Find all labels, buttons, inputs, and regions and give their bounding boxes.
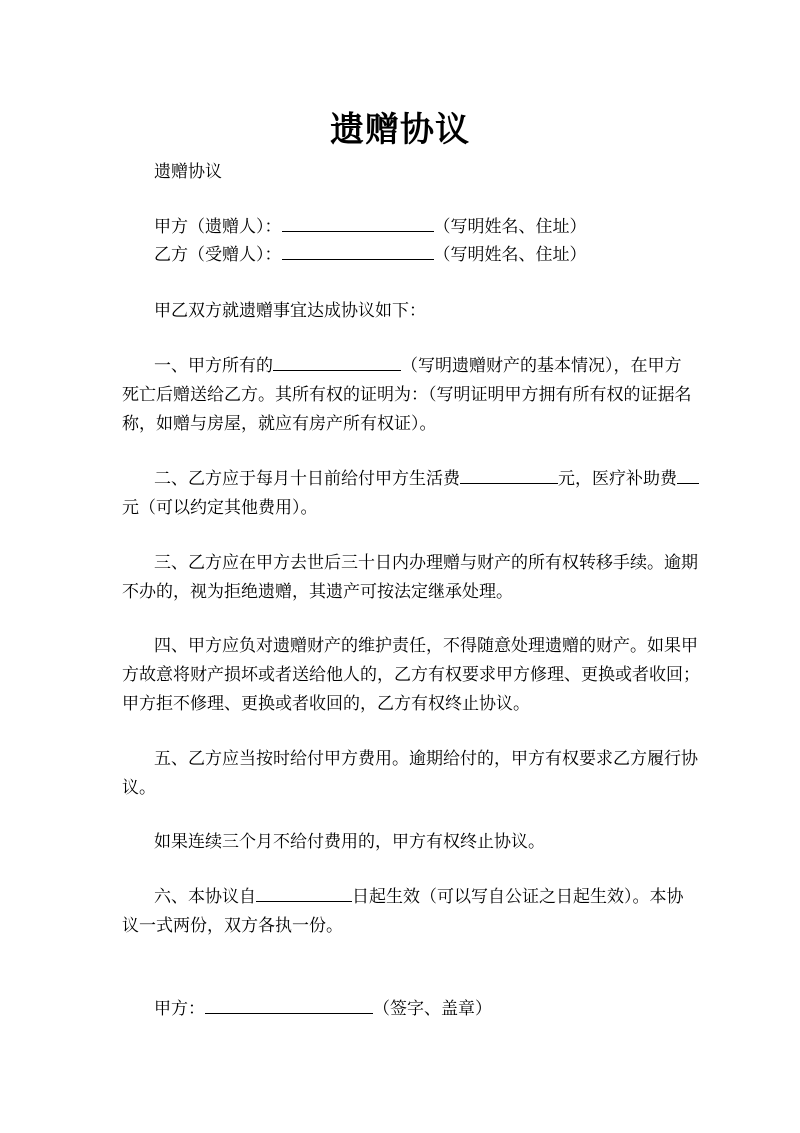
clause1-line3: 称，如赠与房屋，就应有房产所有权证）。 xyxy=(122,414,437,434)
effective-date-blank xyxy=(256,883,352,902)
clause1-text-b: （写明遗赠财产的基本情况），在甲方 xyxy=(401,356,682,376)
clause1-text-a: 一、甲方所有的 xyxy=(154,356,273,376)
party-a-line xyxy=(154,212,682,242)
clause2-line1 xyxy=(154,464,682,494)
clause3-line2: 不办的，视为拒绝遗赠，其遗产可按法定继承处理。 xyxy=(122,582,513,602)
clause1-line2: 死亡后赠送给乙方。其所有权的证明为：（写明证明甲方拥有所有权的证据名 xyxy=(122,385,692,405)
signature-line xyxy=(154,994,682,1024)
document-subtitle: 遗赠协议 xyxy=(154,162,222,182)
clause5-line2: 议。 xyxy=(122,778,156,798)
clause4-line3: 甲方拒不修理、更换或者收回的，乙方有权终止协议。 xyxy=(122,694,530,714)
signature-blank xyxy=(205,995,373,1014)
party-a-label: 甲方（遗赠人）： xyxy=(154,217,282,237)
clause1-blank xyxy=(273,352,401,371)
clause2-text-b: 元，医疗补助费 xyxy=(558,469,677,489)
clause6-text-b: 日起生效（可以写自公证之日起生效）。本协 xyxy=(352,887,684,907)
party-a-blank xyxy=(282,213,434,232)
clause3-line1: 三、乙方应在甲方去世后三十日内办理赠与财产的所有权转移手续。逾期 xyxy=(154,553,698,573)
clause1-line1 xyxy=(154,351,682,381)
party-b-blank xyxy=(282,241,434,260)
continuation-text: 如果连续三个月不给付费用的，甲方有权终止协议。 xyxy=(154,832,545,852)
clause5-line1: 五、乙方应当按时给付甲方费用。逾期给付的，甲方有权要求乙方履行协 xyxy=(154,749,698,769)
clause6-text-a: 六、本协议自 xyxy=(154,887,256,907)
document-title: 遗赠协议 xyxy=(330,110,470,150)
clause2-line2: 元（可以约定其他费用）。 xyxy=(122,498,318,518)
party-b-line xyxy=(154,240,682,270)
intro-text: 甲乙双方就遗赠事宜达成协议如下： xyxy=(154,301,426,321)
party-b-note: （写明姓名、住址） xyxy=(433,245,587,265)
clause6-line1 xyxy=(154,882,682,912)
clause4-line1: 四、甲方应负对遗赠财产的维护责任，不得随意处理遗赠的财产。如果甲 xyxy=(154,636,698,656)
party-b-label: 乙方（受赠人）： xyxy=(154,245,282,265)
clause2-text-a: 二、乙方应于每月十日前给付甲方生活费 xyxy=(154,469,460,489)
medical-expense-blank xyxy=(677,465,699,484)
living-expense-blank xyxy=(460,465,558,484)
party-a-note: （写明姓名、住址） xyxy=(433,217,587,237)
signature-note: （签字、盖章） xyxy=(373,999,492,1019)
signature-label: 甲方： xyxy=(154,999,205,1019)
clause4-line2: 方故意将财产损坏或者送给他人的，乙方有权要求甲方修理、更换或者收回； xyxy=(122,665,700,685)
clause6-line2: 议一式两份，双方各执一份。 xyxy=(122,916,343,936)
